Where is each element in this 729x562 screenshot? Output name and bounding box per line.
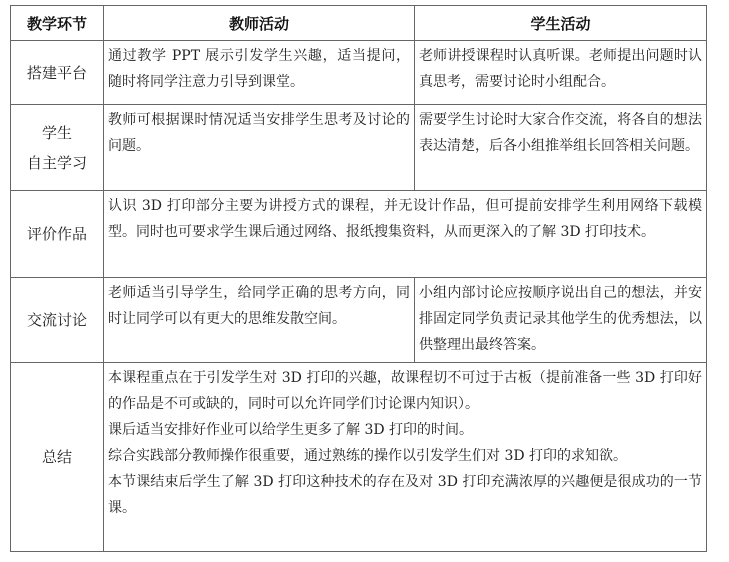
stage-cell: 交流讨论 [11,278,104,363]
header-stage: 教学环节 [11,6,104,41]
stage-line: 自主学习 [26,153,87,172]
table-row [11,41,707,105]
teacher-activity-cell: 老师适当引导学生，给同学正确的思考方向，同时让同学可以有更大的思维发散空间。 [104,278,415,363]
summary-cell [104,363,707,552]
table-row [11,278,707,363]
summary-paragraph: 本课程重点在于引发学生对 3D 打印的兴趣，故课程切不可过于古板（提前准备一些 3D 打印好的作品是不可或缺的，同时可以允许同学们讨论课内知识）。 [108,370,702,412]
student-activity-cell: 需要学生讨论时大家合作交流，将各自的想法表达清楚，后各小组推举组长回答相关问题。 [415,105,707,191]
summary-paragraph: 本节课结束后学生了解 3D 打印这种技术的存在及对 3D 打印充满浓厚的兴趣便是很成功的一节课。 [108,474,702,516]
stage-cell [11,105,104,191]
header-student-activity: 学生活动 [415,6,707,41]
table-row [11,105,707,191]
student-activity-cell: 小组内部讨论应按顺序说出自己的想法，并安排固定同学负责记录其他学生的优秀想法，以供整理出最终答案。 [415,278,707,363]
table-row [11,363,707,552]
table-row [11,191,707,278]
summary-paragraph: 课后适当安排好作业可以给学生更多了解 3D 打印的时间。 [108,422,474,438]
teacher-activity-cell: 通过教学 PPT 展示引发学生兴趣，适当提问，随时将同学注意力引导到课堂。 [104,41,415,105]
student-activity-cell: 老师讲授课程时认真听课。老师提出问题时认真思考，需要讨论时小组配合。 [415,41,707,105]
summary-paragraph: 综合实践部分教师操作很重要，通过熟练的操作以引发学生们对 3D 打印的求知欲。 [108,448,628,464]
stage-cell: 总结 [11,363,104,552]
merged-activity-cell: 认识 3D 打印部分主要为讲授方式的课程，并无设计作品，但可提前安排学生利用网络下载模型。同时也可要求学生课后通过网络、报纸搜集资料，从而更深入的了解 3D 打印技术。 [104,191,707,278]
header-row [11,6,707,41]
teaching-activity-table [10,5,707,552]
header-teacher-activity: 教师活动 [104,6,415,41]
teacher-activity-cell: 教师可根据课时情况适当安排学生思考及讨论的问题。 [104,105,415,191]
stage-line: 学生 [41,123,72,142]
stage-cell: 评价作品 [11,191,104,278]
stage-cell: 搭建平台 [11,41,104,105]
